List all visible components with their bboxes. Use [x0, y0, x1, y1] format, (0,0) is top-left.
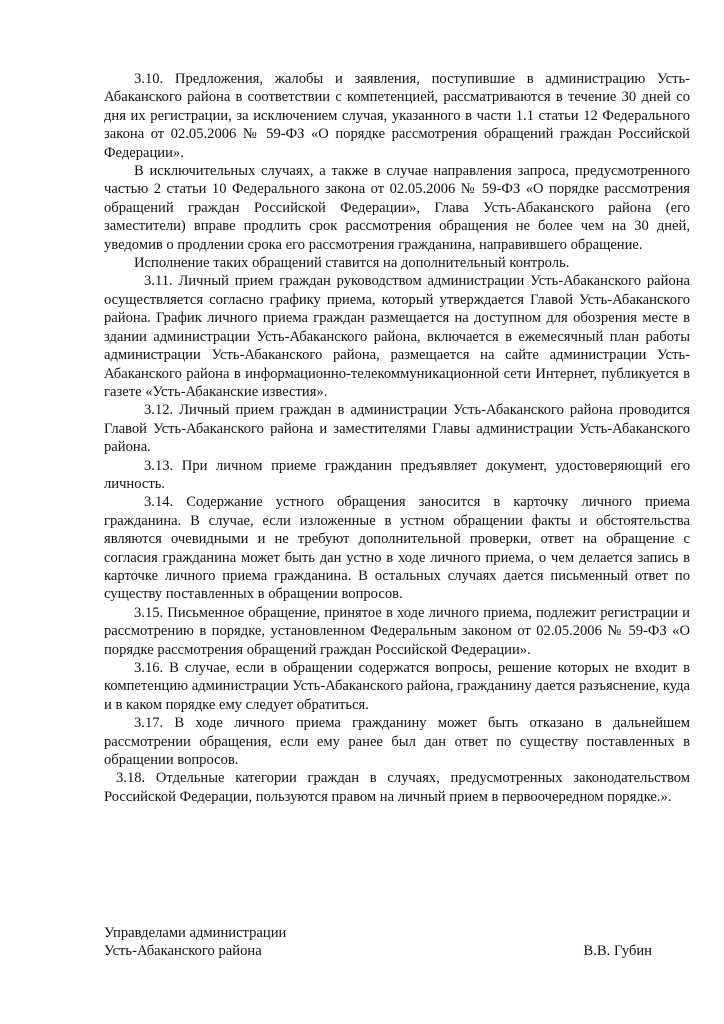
- signature-block: [104, 924, 652, 961]
- paragraph-3-10: 3.10. Предложения, жалобы и заявления, поступившие в администрацию Усть-Абаканского района в соответствии с компетенцией, рассматриваются в течение 30 дней со дня их регистрации, за исключением случая, указанного в части 1.1 статьи 12 Федерального закона от 02.05.2006 № 59-ФЗ «О порядке рассмотрения обращений граждан Российской Федерации».: [104, 71, 690, 161]
- paragraph-3-13: 3.13. При личном приеме гражданин предъявляет документ, удостоверяющий его личность.: [104, 457, 690, 492]
- paragraph-3-11: 3.11. Личный прием граждан руководством администрации Усть-Абаканского района осуществляется согласно графику приема, который утверждается Главой Усть-Абаканского района. График личного приема граждан размещается на доступном для обозрения месте в здании администрации Усть-Абаканского района, включается в ежемесячный план работы администрации Усть-Абаканского района, размещается на сайте администрации Усть-Абаканского района в информационно-телекоммуникационной сети Интернет, публикуется в газете «Усть-Абаканские известия».: [104, 273, 690, 400]
- paragraph-3-16: 3.16. В случае, если в обращении содержатся вопросы, решение которых не входит в компетенцию администрации Усть-Абаканского района, гражданину дается разъяснение, куда и в каком порядке ему следует обратиться.: [104, 660, 690, 713]
- paragraph-3-10-control: Исполнение таких обращений ставится на дополнительный контроль.: [134, 255, 570, 272]
- paragraph-3-12: 3.12. Личный прием граждан в администрации Усть-Абаканского района проводится Главой Усть-Абаканского района и заместителями Главы администрации Усть-Абаканского района.: [104, 402, 690, 456]
- signature-row: [104, 942, 652, 960]
- signature-position-line2: Усть-Абаканского района: [104, 943, 262, 960]
- paragraph-3-10-exceptional: В исключительных случаях, а также в случае направления запроса, предусмотренного частью 2 статьи 10 Федерального закона от 02.05.2006 № 59-ФЗ «О порядке рассмотрения обращений граждан Российской Федерации», Глава Усть-Абаканского района (его заместители) вправе продлить срок рассмотрения обращения не более чем на 30 дней, уведомив о продлении срока его рассмотрения гражданина, направившего обращение.: [104, 163, 690, 253]
- paragraph-3-14: 3.14. Содержание устного обращения заносится в карточку личного приема гражданина. В случае, если изложенные в устном обращении факты и обстоятельства являются очевидными и не требуют дополнительной проверки, ответ на обращение с согласия гражданина может быть дан устно в ходе личного приема, о чем делается запись в карточке личного приема гражданина. В остальных случаях дается письменный ответ по существу поставленных в обращении вопросов.: [104, 494, 690, 603]
- paragraph-3-18: 3.18. Отдельные категории граждан в случаях, предусмотренных законодательством Российской Федерации, пользуются правом на личный прием в первоочередном порядке.».: [104, 770, 690, 805]
- signature-position-line1: Управделами администрации: [104, 925, 287, 941]
- paragraph-3-15: 3.15. Письменное обращение, принятое в ходе личного приема, подлежит регистрации и рассмотрению в порядке, установленном Федеральным законом от 02.05.2006 № 59-ФЗ «О порядке рассмотрения обращений граждан Российской Федерации».: [104, 604, 690, 658]
- document-body: [104, 70, 690, 806]
- signatory-name: В.В. Губин: [583, 943, 652, 960]
- paragraph-3-17: 3.17. В ходе личного приема гражданину может быть отказано в дальнейшем рассмотрении обращения, если ему ранее был дан ответ по существу поставленных в обращении вопросов.: [104, 715, 690, 769]
